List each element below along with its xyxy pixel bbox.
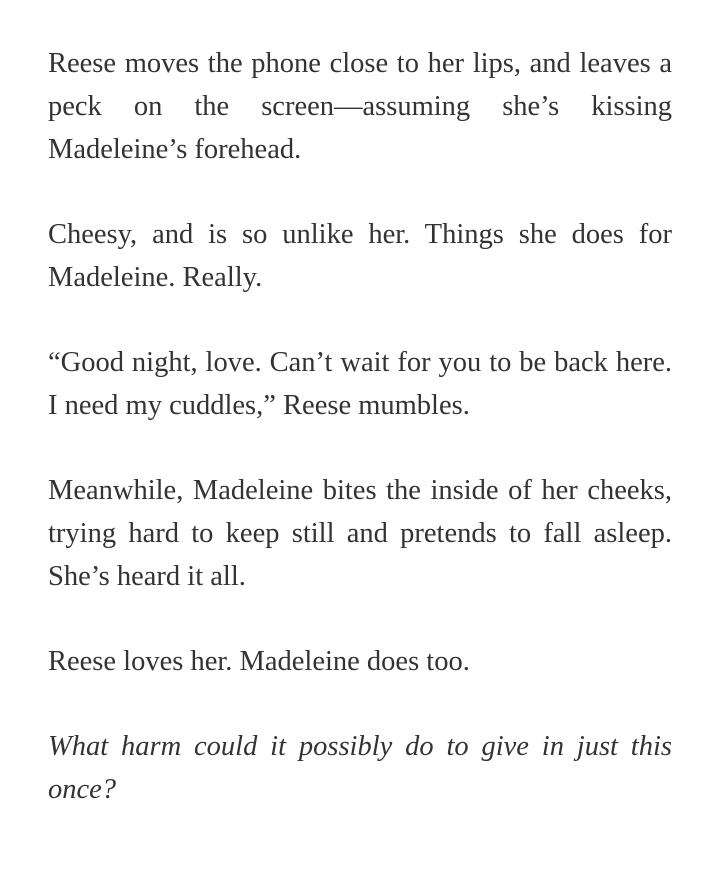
paragraph-5: Reese loves her. Madeleine does too.: [48, 646, 470, 677]
paragraph-6-italic: What harm could it possibly do to give in just this once?: [48, 731, 672, 805]
paragraph-3: “Good night, love. Can’t wait for you to be back here. I need my cuddles,” Reese mumbles.: [48, 347, 672, 421]
paragraph-1: Reese moves the phone close to her lips, and leaves a peck on the screen—assuming she’s kissing Madeleine’s forehead.: [48, 48, 672, 165]
paragraph-4: Meanwhile, Madeleine bites the inside of her cheeks, trying hard to keep still and pretends to fall asleep. She’s heard it all.: [48, 475, 672, 592]
paragraph-2: Cheesy, and is so unlike her. Things she does for Madeleine. Really.: [48, 219, 672, 293]
